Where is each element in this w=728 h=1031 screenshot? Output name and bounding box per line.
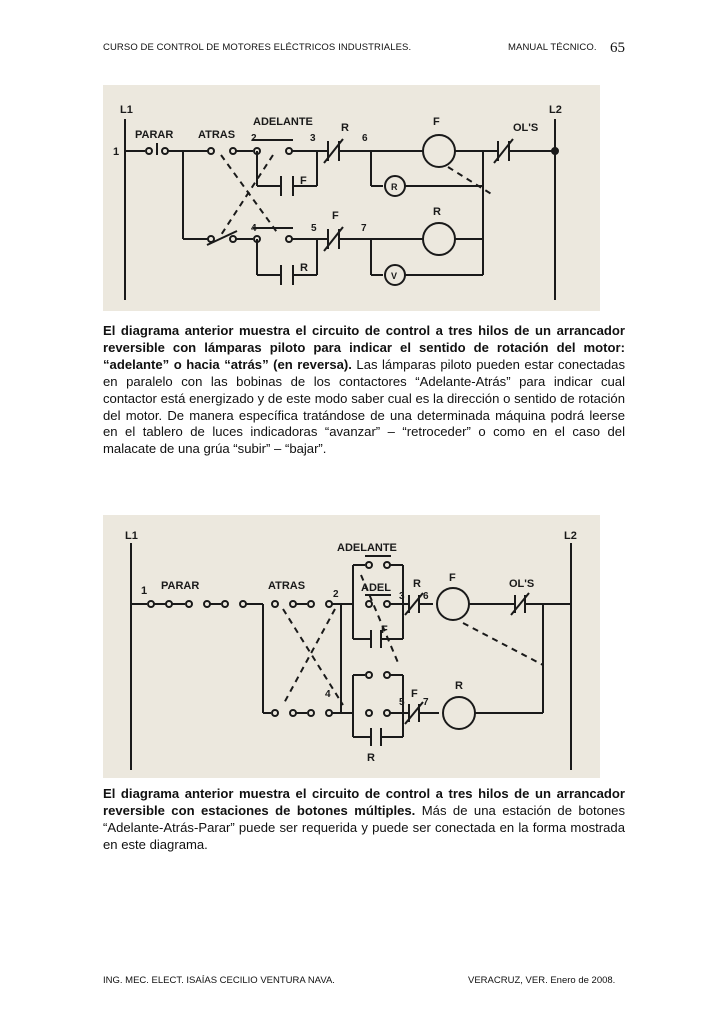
fig1-label-adelante: ADELANTE bbox=[253, 116, 313, 128]
fig2-label-f-seal: F bbox=[381, 624, 388, 636]
fig2-label-r-coil: R bbox=[455, 680, 463, 692]
fig2-label-f-coil: F bbox=[449, 572, 456, 584]
footer-place-date: VERACRUZ, VER. Enero de 2008. bbox=[468, 975, 616, 986]
fig2-label-7: 7 bbox=[423, 697, 429, 708]
fig2-label-r-seal: R bbox=[367, 752, 375, 764]
fig2-label-adel: ADEL bbox=[361, 582, 391, 594]
paragraph-1-body: Las lámparas piloto pueden estar conectadas en paralelo con las bobinas de los contactores “Adelante-Atrás” para indicar cual contactor está energizado y de este modo saber cual es la dirección o sentido de rotación del motor. De manera específica tratándose de una determinada máquina podrá leerse en el tablero de luces indicadoras “avanzar” – “retroceder” o como en el caso del malacate de una grúa “subir” – “bajar”. bbox=[103, 356, 625, 457]
fig1-label-r-seal: R bbox=[300, 262, 308, 274]
fig2-label-r-contact: R bbox=[413, 578, 421, 590]
fig1-label-5: 5 bbox=[311, 223, 317, 234]
fig1-label-r-contact: R bbox=[341, 122, 349, 134]
paragraph-2-body: Más de una estación de botones “Adelante-Atrás-Parar” puede ser requerida y puede ser conectada en la forma mostrada en este diagrama. bbox=[103, 802, 626, 852]
figure-2-control-diagram bbox=[103, 515, 600, 778]
fig2-label-parar: PARAR bbox=[161, 580, 200, 592]
fig2-label-4: 4 bbox=[325, 689, 331, 700]
header-course-title: CURSO DE CONTROL DE MOTORES ELÉCTRICOS INDUSTRIALES. bbox=[103, 42, 412, 53]
fig1-label-rung-1: 1 bbox=[113, 146, 120, 158]
fig2-label-2: 2 bbox=[333, 589, 339, 600]
fig1-label-4: 4 bbox=[251, 223, 257, 234]
fig2-label-6: 6 bbox=[423, 591, 429, 602]
fig2-label-3: 3 bbox=[399, 591, 405, 602]
page-number: 65 bbox=[610, 40, 625, 56]
fig1-label-v-lamp: V bbox=[391, 271, 398, 281]
fig2-label-adelante: ADELANTE bbox=[337, 542, 397, 554]
fig1-label-l2: L2 bbox=[549, 104, 562, 116]
fig1-label-6: 6 bbox=[362, 133, 368, 144]
fig1-label-parar: PARAR bbox=[135, 129, 174, 141]
fig1-label-r-lamp: R bbox=[391, 182, 398, 192]
footer-author: ING. MEC. ELECT. ISAÍAS CECILIO VENTURA NAVA. bbox=[103, 975, 335, 986]
header-manual-label: MANUAL TÉCNICO. bbox=[508, 42, 597, 53]
fig1-label-7: 7 bbox=[361, 223, 367, 234]
fig2-label-5: 5 bbox=[399, 697, 405, 708]
fig1-label-3: 3 bbox=[310, 133, 316, 144]
paragraph-1-bold: El diagrama anterior muestra el circuito de control a tres hilos de un arrancador reversible con lámparas piloto para indicar el sentido de rotación del motor: “adelante” o hacia “atrás” (en reversa). bbox=[103, 323, 625, 372]
fig2-label-l2: L2 bbox=[564, 530, 577, 542]
fig1-label-l1: L1 bbox=[120, 104, 133, 116]
fig1-label-atras: ATRAS bbox=[198, 129, 236, 141]
fig1-label-f-seal: F bbox=[300, 175, 307, 187]
fig2-label-l1: L1 bbox=[125, 530, 138, 542]
fig2-label-ols: OL'S bbox=[509, 578, 535, 590]
figure-1-control-diagram bbox=[103, 85, 600, 311]
fig2-label-f-contact: F bbox=[411, 688, 418, 700]
paragraph-2-bold: El diagrama anterior muestra el circuito de control a tres hilos de un arrancador reversible con estaciones de botones múltiples. bbox=[103, 786, 625, 818]
fig1-label-2: 2 bbox=[251, 133, 257, 144]
paragraph-1 bbox=[103, 323, 625, 458]
fig2-label-atras: ATRAS bbox=[268, 580, 306, 592]
figure-1-background bbox=[103, 85, 600, 311]
fig1-label-f-coil: F bbox=[433, 116, 440, 128]
fig1-label-ols: OL'S bbox=[513, 122, 539, 134]
fig1-label-f-contact: F bbox=[332, 210, 339, 222]
paragraph-2 bbox=[103, 786, 625, 854]
figure-2-background bbox=[103, 515, 600, 778]
fig2-label-rung-1: 1 bbox=[141, 585, 148, 597]
fig1-label-r-coil: R bbox=[433, 206, 441, 218]
